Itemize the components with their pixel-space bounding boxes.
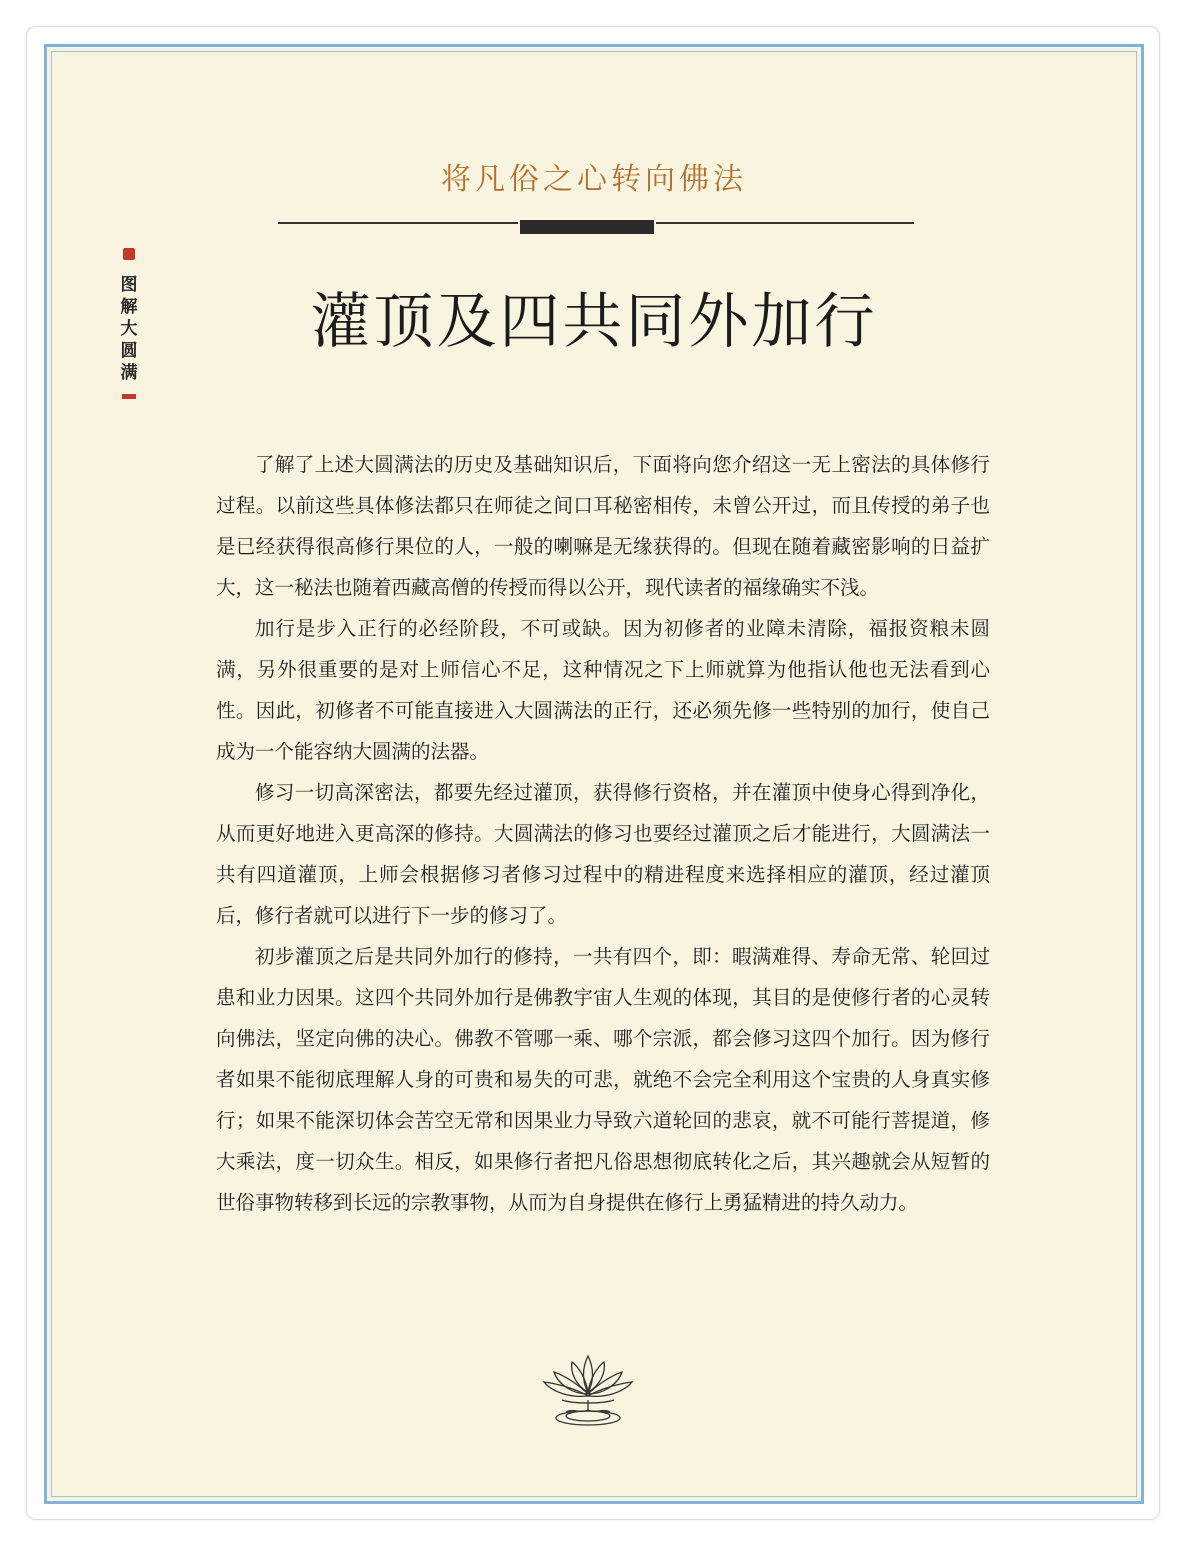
- title-rule-right: [656, 222, 914, 224]
- body-text: [216, 444, 990, 1223]
- title-rule-left: [278, 222, 518, 224]
- lotus-icon: [540, 1348, 636, 1426]
- book-page: [52, 52, 1136, 1496]
- chapter-heading: 灌顶及四共同外加行: [310, 287, 878, 357]
- paragraph: 修习一切高深密法，都要先经过灌顶，获得修行资格，并在灌顶中使身心得到净化，从而更好地进入更高深的修持。大圆满法的修习也要经过灌顶之后才能进行，大圆满法一共有四道灌顶，上师会根据修习者修习过程中的精进程度来选择相应的灌顶，经过灌顶后，修行者就可以进行下一步的修习了。: [216, 781, 990, 927]
- paragraph: 了解了上述大圆满法的历史及基础知识后，下面将向您介绍这一无上密法的具体修行过程。以前这些具体修法都只在师徒之间口耳秘密相传，未曾公开过，而且传授的弟子也是已经获得很高修行果位的人，一般的喇嘛是无缘获得的。但现在随着藏密影响的日益扩大，这一秘法也随着西藏高僧的传授而得以公开，现代读者的福缘确实不浅。: [216, 453, 990, 599]
- section-title: 将凡俗之心转向佛法: [441, 162, 747, 197]
- side-label-text: 图解大圆满: [120, 275, 138, 383]
- paragraph: 初步灌顶之后是共同外加行的修持，一共有四个，即：暇满难得、寿命无常、轮回过患和业力因果。这四个共同外加行是佛教宇宙人生观的体现，其目的是使修行者的心灵转向佛法，坚定向佛的决心。佛教不管哪一乘、哪个宗派，都会修习这四个加行。因为修行者如果不能彻底理解人身的可贵和易失的可悲，就绝不会完全利用这个宝贵的人身真实修行；如果不能深切体会苦空无常和因果业力导致六道轮回的悲哀，就不可能行菩提道，修大乘法，度一切众生。相反，如果修行者把凡俗思想彻底转化之后，其兴趣就会从短暂的世俗事物转移到长远的宗教事物，从而为自身提供在修行上勇猛精进的持久动力。: [216, 945, 990, 1214]
- side-dash-mark: [122, 394, 136, 399]
- title-rule-block: [520, 220, 654, 234]
- paragraph: 加行是步入正行的必经阶段，不可或缺。因为初修者的业障未清除，福报资粮未圆满，另外很重要的是对上师信心不足，这种情况之下上师就算为他指认他也无法看到心性。因此，初修者不可能直接进入大圆满法的正行，还必须先修一些特别的加行，使自己成为一个能容纳大圆满的法器。: [216, 617, 990, 763]
- seal-icon: [123, 248, 135, 260]
